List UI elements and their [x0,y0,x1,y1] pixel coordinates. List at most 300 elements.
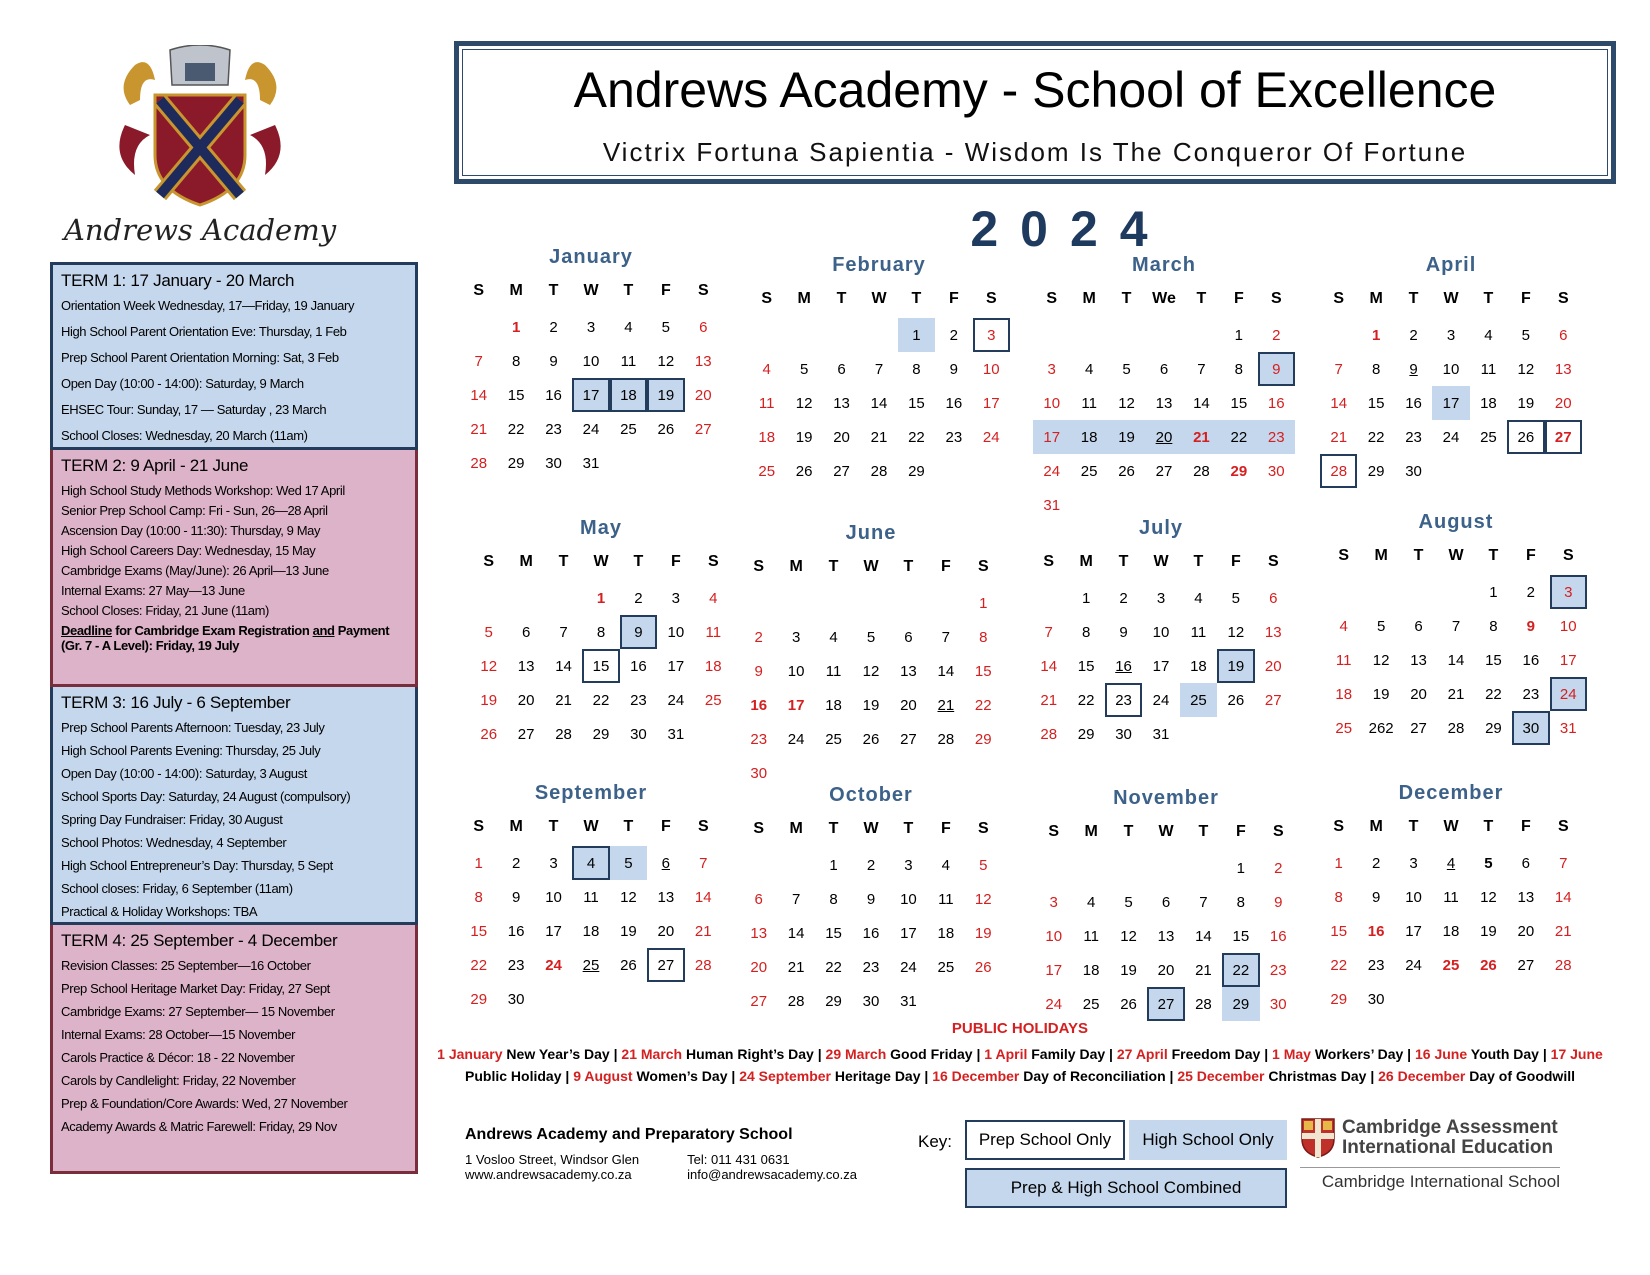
day-cell: 7 [699,854,708,872]
day-cell: 17 [1033,420,1070,454]
day-cell: 1 [898,318,935,352]
day-cell: 19 [795,428,813,446]
day-cell: 7 [1044,623,1053,641]
weekday-label: T [623,282,634,299]
day-cell: 23 [750,730,768,748]
cambridge-subtitle: Cambridge International School [1321,1172,1560,1191]
day-cell: 2 [1274,859,1283,877]
weekday-label: M [789,558,803,575]
day-cell: 26 [1480,956,1497,974]
day-cell: 22 [1077,691,1095,709]
school-email[interactable]: info@andrewsacademy.co.za [687,1167,857,1182]
day-cell: 29 [825,992,842,1010]
holiday-entry: 27 April Freedom Day [1116,1046,1261,1062]
day-cell: 27 [1264,691,1282,709]
day-cell: 26 [862,730,880,748]
weekday-label: W [583,818,599,835]
day-cell: 20 [1145,420,1182,454]
day-cell: 13 [517,657,535,675]
day-cell: 31 [900,992,917,1010]
weekday-header [748,290,1010,314]
day-cell: 4 [709,589,718,607]
empty-cell [1325,575,1362,609]
weekday-label: T [548,282,559,299]
day-cell: 21 [1183,420,1220,454]
holiday-entry: 26 December Day of Goodwill [1378,1068,1575,1084]
month-name: August [1418,511,1494,533]
day-cell: 14 [1195,927,1212,945]
day-cell: 25 [704,691,722,709]
day-cell: 16 [1367,922,1385,940]
day-cell: 17 [667,657,685,675]
day-cell: 6 [837,360,846,378]
school-address: 1 Vosloo Street, Windsor Glen [465,1152,640,1167]
day-cell: 19 [620,922,637,940]
day-cell: 3 [549,854,558,872]
weekday-label: F [660,282,671,299]
day-cell: 3 [671,589,681,607]
day-cell: 14 [555,657,572,675]
terms-sidebar [50,262,418,1174]
weekday-label: T [558,553,569,570]
day-cell: 19 [1480,922,1497,940]
day-cell: 24 [1152,691,1170,709]
day-cell: 17 [982,394,1000,412]
day-cell: 12 [1120,927,1137,945]
day-cell: 8 [829,890,838,908]
day-cell: 9 [866,890,876,908]
day-cell: 28 [1447,719,1465,737]
day-cell: 26 [1120,995,1137,1013]
day-cell: 21 [1447,685,1465,703]
weekday-label: W [1153,553,1169,570]
day-cell: 22 [974,696,992,714]
day-cell: 22 [470,956,488,974]
day-cell: 14 [937,662,955,680]
term-title: TERM 4: 25 September - 4 December [61,931,338,950]
day-cell: 7 [941,628,951,646]
holiday-entry: 25 December Christmas Day [1177,1068,1367,1084]
weekday-header [1320,290,1582,314]
weekday-label: S [753,820,765,837]
day-cell: 13 [694,352,712,370]
day-cell: 14 [1447,651,1465,669]
weekday-label: W [1448,547,1464,564]
weekday-label: M [509,282,523,299]
day-cell: 30 [862,992,880,1010]
day-cell: 1 [1234,326,1244,344]
day-cell: 9 [1119,623,1128,641]
day-cell: 28 [1040,725,1058,743]
empty-cell [1145,318,1182,352]
term-event: Prep School Parents Afternoon: Tuesday, 23 July [61,720,325,735]
day-cell: 21 [555,691,572,709]
school-website[interactable]: www.andrewsacademy.co.za [465,1167,632,1182]
weekday-header [1035,823,1297,847]
day-cell: 7 [874,360,884,378]
month-name: July [1138,517,1184,539]
day-cell: 8 [1236,893,1246,911]
day-cell: 11 [620,352,637,370]
day-cell: 20 [1157,961,1175,979]
term-3-panel [50,687,418,925]
day-cell: 4 [829,628,838,646]
day-cell: 1 [1081,589,1091,607]
day-cell: 30 [507,990,525,1008]
day-cell: 7 [1197,360,1206,378]
day-cell: 16 [507,922,525,940]
term-event: School Photos: Wednesday, 4 September [61,834,287,850]
day-cell: 1 [1334,854,1343,872]
day-cell: 18 [582,922,600,940]
day-cell: 11 [705,623,722,641]
weekday-label: T [1408,290,1419,307]
day-cell: 20 [657,922,675,940]
day-cell: 9 [1371,888,1381,906]
weekday-label: T [1193,553,1204,570]
day-cell: 30 [545,454,562,472]
day-cell: 15 [1230,394,1248,412]
day-cell: 7 [1559,854,1568,872]
weekday-label: F [948,290,959,307]
day-cell: 9 [1258,352,1295,386]
weekday-label: W [1443,818,1459,835]
weekday-label: S [1557,290,1569,307]
day-grid [1035,851,1297,1021]
day-cell: 28 [1320,454,1357,488]
day-cell: 2 [949,326,959,344]
day-cell: 1 [474,854,483,872]
empty-cell [1035,851,1072,885]
day-cell: 11 [1443,888,1459,906]
weekday-label: S [1562,547,1574,564]
weekday-label: S [483,553,495,570]
day-cell: 21 [787,958,805,976]
day-cell: 15 [908,394,925,412]
empty-cell [1110,851,1147,885]
day-cell: 16 [862,924,880,942]
day-cell: 22 [1367,428,1385,446]
day-cell: 16 [1269,927,1287,945]
day-cell: 19 [1217,649,1254,683]
month-february [748,254,1010,488]
day-cell: 10 [900,890,917,908]
day-cell: 14 [470,386,488,404]
day-cell: 13 [1157,927,1175,945]
day-cell: 20 [694,386,712,404]
day-cell: 10 [1045,927,1063,945]
day-cell: 29 [1222,987,1259,1021]
day-grid [1320,846,1582,1016]
weekday-label: F [1235,823,1246,840]
day-cell: 15 [974,662,992,680]
calendar-year: 2024 [970,201,1170,257]
weekday-label: S [697,818,709,835]
day-cell: 28 [870,462,888,480]
day-cell: 11 [938,890,954,908]
weekday-label: W [871,290,887,307]
weekday-label: S [985,290,997,307]
empty-cell [1072,851,1109,885]
day-cell: 6 [1161,893,1171,911]
weekday-label: S [761,290,773,307]
day-cell: 13 [750,924,768,942]
day-cell: 5 [1521,326,1531,344]
day-cell: 6 [904,628,913,646]
day-grid [740,848,1002,1018]
day-cell: 29 [1330,990,1348,1008]
term-event: Internal Exams: 28 October—15 November [61,1026,296,1042]
day-cell: 24 [1442,428,1460,446]
empty-cell [1033,318,1070,352]
term-event: EHSEC Tour: Sunday, 17 — Saturday , 23 March [61,401,327,417]
day-cell: 22 [1330,956,1348,974]
weekday-label: W [863,558,879,575]
day-cell: 5 [1231,589,1241,607]
day-cell: 1 [979,594,988,612]
day-cell: 21 [1330,428,1348,446]
term-event: School Closes: Wednesday, 20 March (11am) [61,427,308,443]
day-cell: 29 [1077,725,1095,743]
day-cell: 11 [1480,360,1497,378]
school-crest [55,45,345,255]
day-cell: 11 [1081,394,1097,412]
month-october [740,784,1002,1018]
empty-cell [1147,851,1184,885]
day-cell: 5 [979,856,988,874]
day-cell: 25 [1082,995,1100,1013]
day-cell: 18 [1082,961,1100,979]
day-cell: 17 [572,378,609,412]
term-event: High School Study Methods Workshop: Wed 17 April [61,483,345,498]
day-cell: 17 [1432,386,1469,420]
day-cell: 25 [1080,462,1098,480]
empty-cell [777,848,814,882]
day-cell: 18 [1480,394,1497,412]
day-grid [748,318,1010,488]
day-cell: 10 [1405,888,1422,906]
empty-cell [1362,575,1399,609]
day-cell: 2 [866,856,876,874]
day-cell: 7 [1451,617,1461,635]
weekday-label: M [797,290,811,307]
day-cell: 12 [862,662,880,680]
weekday-label: T [903,558,914,575]
weekday-label: T [1118,553,1129,570]
day-cell: 15 [1232,927,1250,945]
day-cell: 7 [559,623,568,641]
day-cell: 14 [1040,657,1058,675]
day-cell: 30 [1269,995,1287,1013]
day-cell: 30 [1267,462,1285,480]
day-cell: 2 [549,318,558,336]
weekday-label: T [828,558,839,575]
weekday-label: F [1230,553,1241,570]
term-event: Prep School Parent Orientation Morning: Sat, 3 Feb [61,349,339,365]
day-cell: 25 [1442,956,1460,974]
weekday-label: F [940,820,951,837]
day-cell: 23 [1522,685,1540,703]
day-cell: 28 [555,725,572,743]
day-cell: 23 [1105,683,1142,717]
day-cell: 4 [1446,854,1456,872]
term-event: Spring Day Fundraiser: Friday, 30 August [61,811,283,827]
holiday-entry: 16 December Day of Reconciliation [932,1068,1166,1084]
empty-cell [545,581,582,615]
term-title: TERM 3: 16 July - 6 September [61,693,291,712]
day-cell: 13 [1264,623,1282,641]
weekday-label: T [903,820,914,837]
day-cell: 28 [470,454,488,472]
day-cell: 29 [1230,462,1248,480]
day-cell: 12 [1372,651,1390,669]
day-cell: 3 [791,628,801,646]
empty-cell [1030,581,1067,615]
empty-cell [927,586,964,620]
day-cell: 16 [1405,394,1422,412]
weekday-header [470,553,732,577]
day-cell: 18 [610,378,647,412]
day-grid [1325,575,1587,745]
month-january [460,246,722,480]
day-cell: 11 [758,394,775,412]
day-cell: 13 [833,394,850,412]
header-banner [454,41,1616,184]
day-cell: 29 [592,725,610,743]
day-cell: 24 [1550,677,1587,711]
day-cell: 27 [1410,719,1427,737]
holiday-entry: 1 January New Year’s Day [437,1046,610,1062]
weekday-label: T [1413,547,1424,564]
term-event: High School Parent Orientation Eve: Thursday, 1 Feb [61,323,347,339]
day-cell: 24 [582,420,600,438]
day-cell: 18 [1190,657,1207,675]
weekday-label: F [670,553,681,570]
day-cell: 12 [657,352,675,370]
day-cell: 2 [754,628,763,646]
weekday-label: S [1272,823,1284,840]
day-cell: 5 [1124,893,1133,911]
weekday-label: M [789,820,803,837]
weekday-label: T [1121,290,1132,307]
day-cell: 26 [1507,420,1544,454]
weekday-header [740,558,1002,582]
day-cell: 7 [1199,893,1208,911]
day-cell: 17 [900,924,917,942]
weekday-header [460,282,722,306]
day-cell: 25 [758,462,776,480]
day-cell: 4 [1086,893,1096,911]
day-cell: 6 [1521,854,1531,872]
empty-cell [507,581,544,615]
day-cell: 3 [1047,360,1056,378]
day-cell: 2 [1119,589,1128,607]
day-cell: 17 [1405,922,1422,940]
day-cell: 24 [787,730,805,748]
empty-cell [777,586,814,620]
day-cell: 10 [982,360,1000,378]
term-event: High School Parents Evening: Thursday, 25 July [61,742,321,758]
day-cell: 3 [1446,326,1456,344]
day-cell: 17 [787,696,805,714]
day-cell: 29 [974,730,992,748]
day-cell: 13 [1517,888,1535,906]
day-cell: 5 [1484,854,1493,872]
crest-icon [110,45,290,210]
day-cell: 6 [1269,589,1278,607]
day-cell: 5 [661,318,671,336]
day-cell: 5 [866,628,876,646]
day-cell: 5 [799,360,809,378]
weekday-label: T [1196,290,1207,307]
day-cell: 24 [667,691,685,709]
day-cell: 16 [1267,394,1285,412]
month-name: October [829,784,913,806]
weekday-label: T [1488,547,1499,564]
day-cell: 6 [1159,360,1169,378]
term-event: School Closes: Friday, 21 June (11am) [61,602,269,618]
weekday-label: M [1369,290,1383,307]
day-cell: 2 [1526,583,1536,601]
month-november [1035,787,1297,1021]
day-cell: 17 [1559,651,1577,669]
holiday-entry: 24 September Heritage Day [739,1068,921,1084]
day-cell: 23 [1367,956,1385,974]
weekday-label: T [548,818,559,835]
day-cell: 7 [474,352,483,370]
day-cell: 9 [1274,893,1283,911]
empty-cell [740,586,777,620]
day-cell: 24 [900,958,917,976]
day-cell: 15 [1485,651,1502,669]
day-cell: 13 [900,662,917,680]
cambridge-divider [1300,1167,1560,1168]
day-cell: 26 [657,420,675,438]
term-event: Senior Prep School Camp: Fri - Sun, 26—28 April [61,502,328,518]
day-cell: 2 [1371,854,1381,872]
day-cell: 6 [1414,617,1423,635]
day-cell: 8 [474,888,483,906]
day-cell: 24 [1043,462,1061,480]
key-high-only: High School Only [1129,1120,1287,1160]
day-cell: 27 [750,992,768,1010]
day-cell: 14 [1193,394,1210,412]
day-cell: 6 [661,854,671,872]
term-event: Open Day (10:00 - 14:00): Saturday, 3 August [61,765,307,781]
term-event: School closes: Friday, 6 September (11am) [61,880,293,896]
term-1-panel [50,262,418,450]
weekday-label: S [1338,547,1350,564]
weekday-label: S [1270,290,1282,307]
day-cell: 8 [1234,360,1244,378]
day-cell: 6 [699,318,708,336]
day-cell: 24 [1045,995,1063,1013]
day-cell: 28 [1195,995,1212,1013]
month-name: December [1398,782,1504,804]
month-name: April [1425,254,1477,276]
weekday-label: S [1043,553,1055,570]
cambridge-line2: International Education [1342,1137,1554,1158]
weekday-label: M [509,818,523,835]
day-cell: 20 [833,428,850,446]
weekday-label: F [1233,290,1244,307]
weekday-label: M [1084,823,1098,840]
day-cell: 27 [1147,987,1184,1021]
day-cell: 14 [1330,394,1348,412]
page-title: Andrews Academy - School of Excellence [573,62,1497,118]
day-cell: 26 [620,956,637,974]
day-cell: 30 [1367,990,1385,1008]
